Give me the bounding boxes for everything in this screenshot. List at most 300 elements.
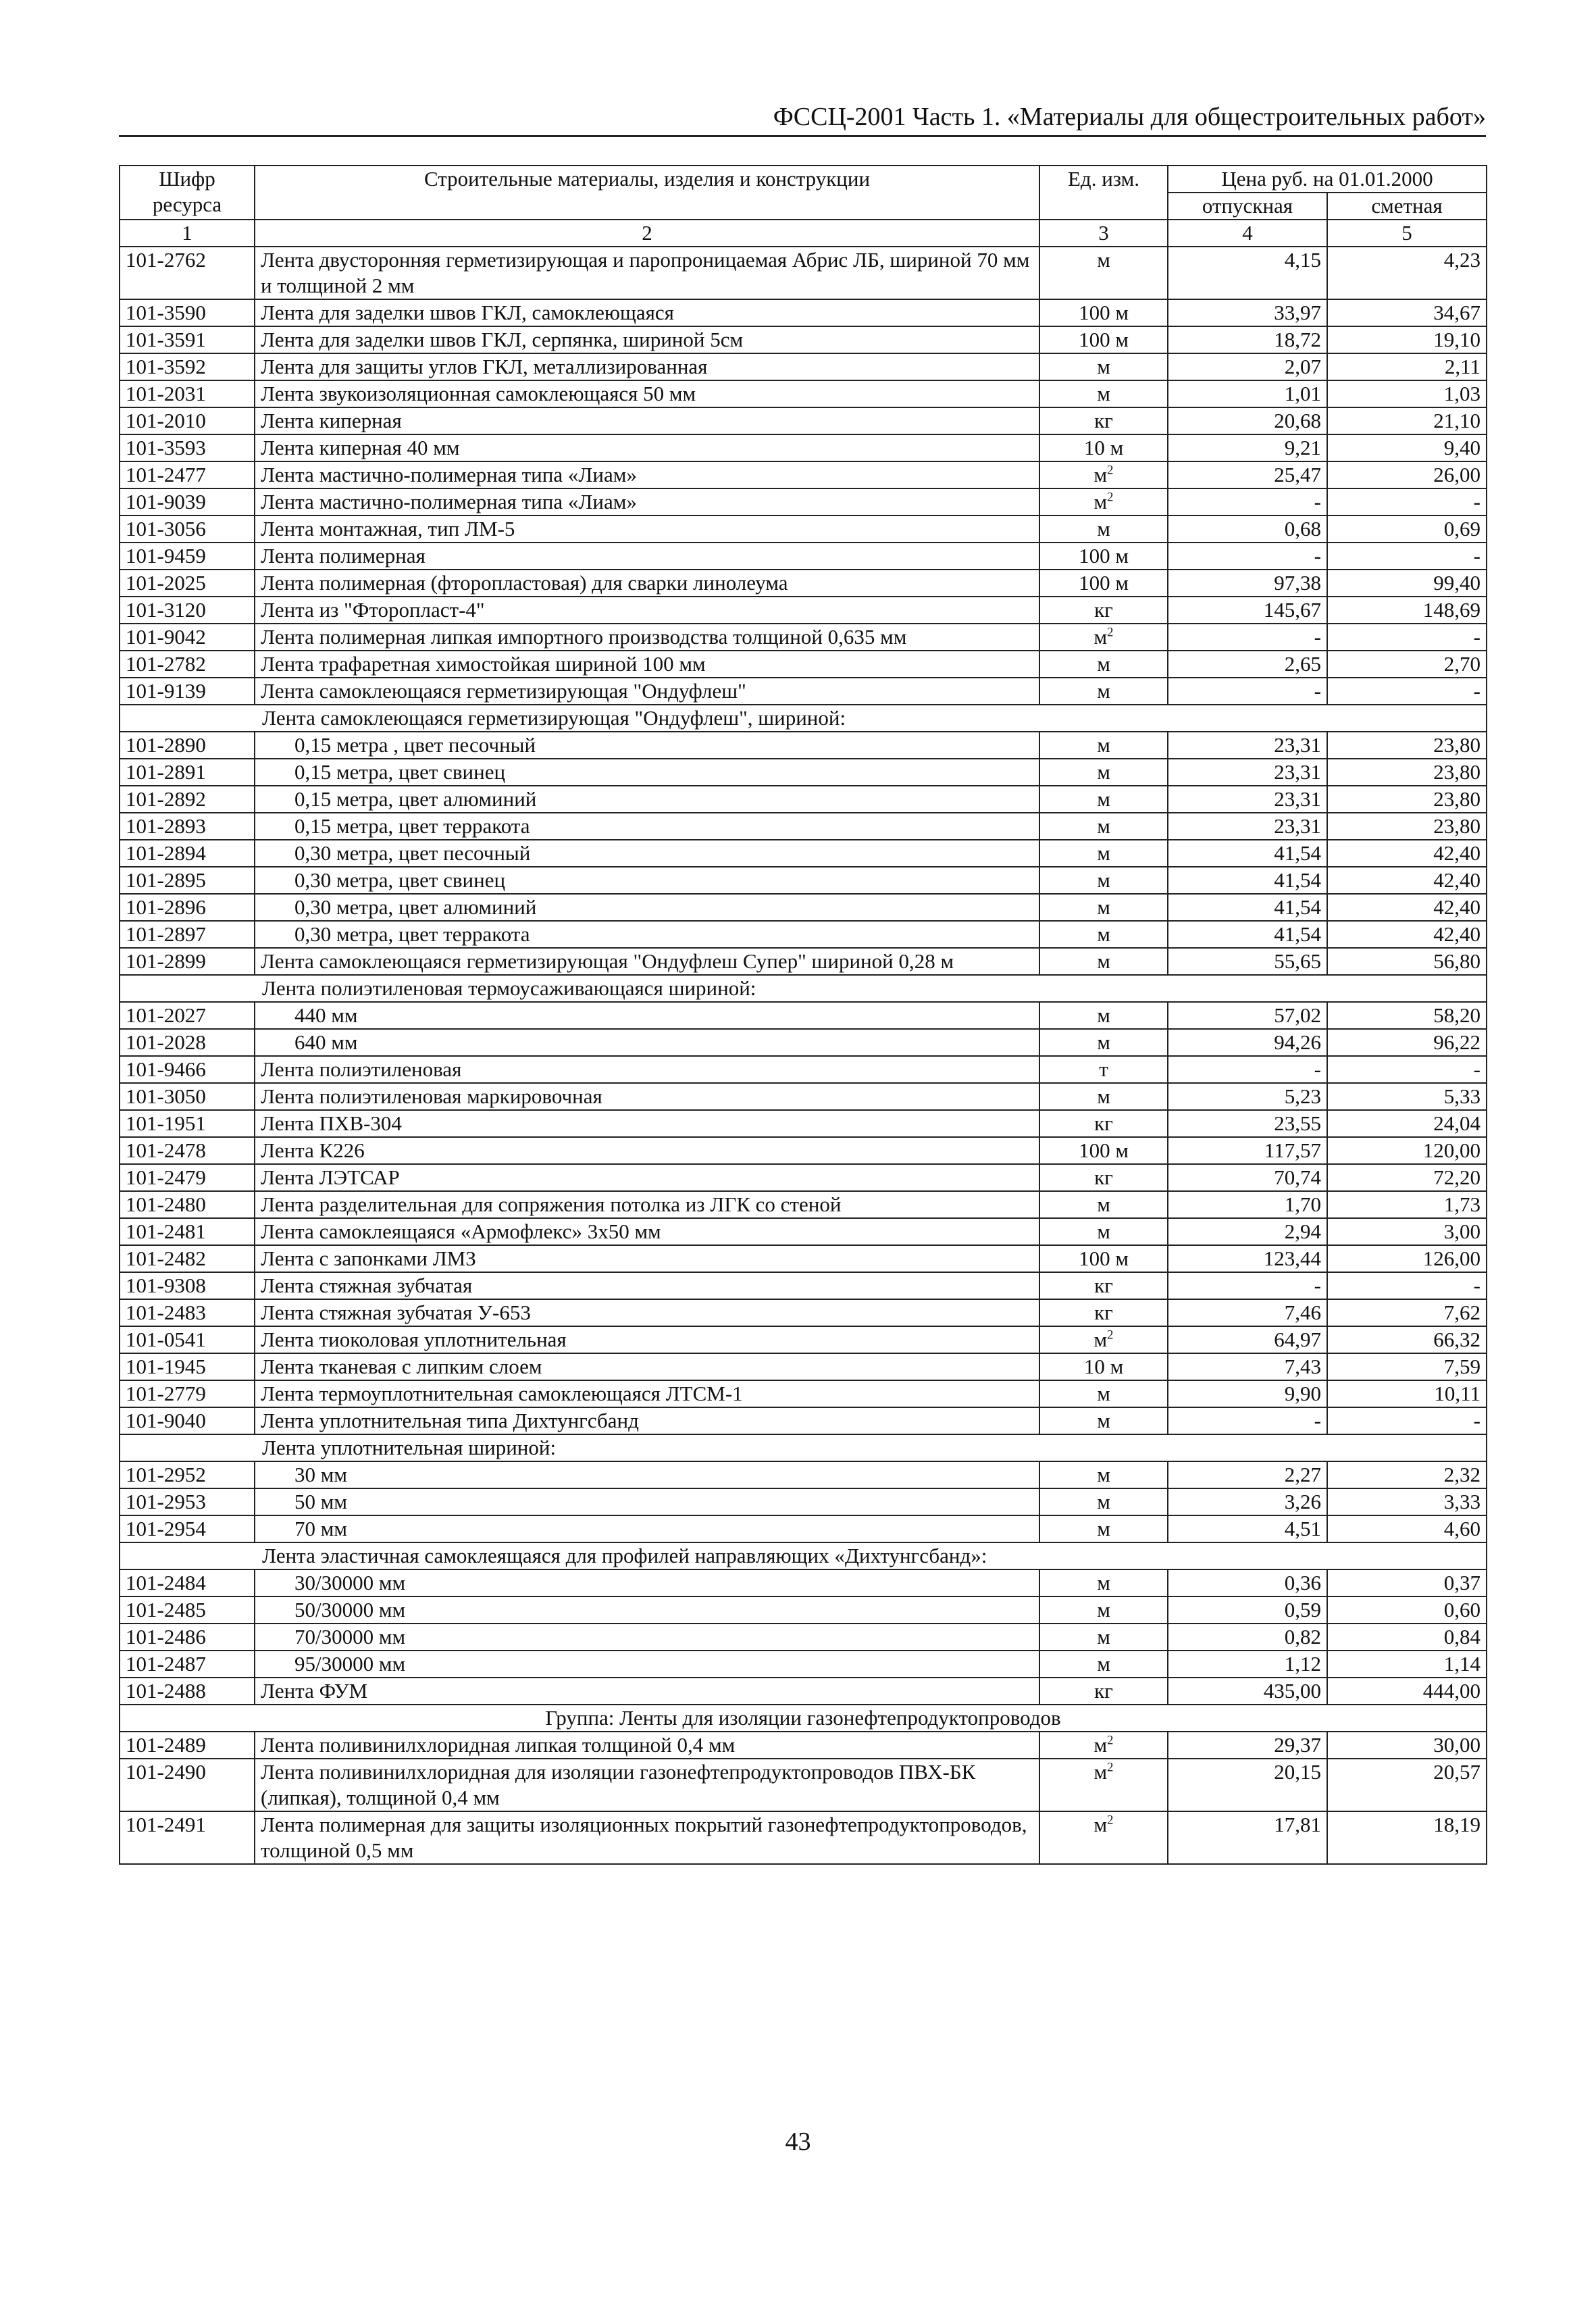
- unit-label: м: [1097, 1192, 1110, 1216]
- resource-code: 101-1951: [120, 1110, 255, 1137]
- release-price: 9,90: [1168, 1380, 1327, 1407]
- release-price: -: [1168, 1272, 1327, 1299]
- unit-cell: [1039, 651, 1168, 678]
- release-price: 2,27: [1168, 1461, 1327, 1488]
- resource-code: 101-2477: [120, 461, 255, 488]
- table-row: [120, 543, 1487, 570]
- unit-label: кг: [1094, 1274, 1113, 1297]
- release-price: 64,97: [1168, 1326, 1327, 1353]
- resource-code: 101-2480: [120, 1191, 255, 1218]
- col-number: 3: [1039, 220, 1168, 247]
- unit-label: кг: [1094, 409, 1113, 432]
- release-price: 41,54: [1168, 894, 1327, 921]
- square-superscript: 2: [1107, 490, 1114, 505]
- release-price: 97,38: [1168, 570, 1327, 597]
- material-name: 50 мм: [255, 1488, 1039, 1515]
- material-name: 95/30000 мм: [255, 1651, 1039, 1678]
- unit-cell: [1039, 434, 1168, 461]
- table-row: [120, 353, 1487, 380]
- resource-code: 101-3590: [120, 299, 255, 326]
- unit-cell: [1039, 786, 1168, 813]
- unit-label: кг: [1094, 598, 1113, 622]
- material-name: Лента тиоколовая уплотнительная: [255, 1326, 1039, 1353]
- release-price: 0,36: [1168, 1569, 1327, 1596]
- resource-code: 101-2483: [120, 1299, 255, 1326]
- resource-code: 101-9466: [120, 1056, 255, 1083]
- col-header-name: Строительные материалы, изделия и конструкции: [255, 166, 1039, 220]
- resource-code: 101-2890: [120, 732, 255, 759]
- resource-code: 101-9308: [120, 1272, 255, 1299]
- resource-code: 101-2478: [120, 1137, 255, 1164]
- unit-cell: [1039, 1732, 1168, 1759]
- resource-code: 101-2487: [120, 1651, 255, 1678]
- release-price: 3,26: [1168, 1488, 1327, 1515]
- unit-cell: [1039, 1002, 1168, 1029]
- unit-cell: [1039, 1380, 1168, 1407]
- release-price: 33,97: [1168, 299, 1327, 326]
- unit-label: 100 м: [1079, 1247, 1129, 1270]
- unit-cell: [1039, 1488, 1168, 1515]
- unit-label: м: [1097, 1625, 1110, 1649]
- material-name: Лента самоклеющаяся герметизирующая "Ондуфлеш Супер" шириной 0,28 м: [255, 948, 1039, 975]
- table-row: [120, 1624, 1487, 1651]
- resource-code: 101-2897: [120, 921, 255, 948]
- resource-code: 101-9459: [120, 543, 255, 570]
- estimate-price: 7,62: [1327, 1299, 1487, 1326]
- material-name: 0,30 метра, цвет песочный: [255, 840, 1039, 867]
- material-name: Лента полимерная для защиты изоляционных покрытий газонефтепродуктопроводов, толщиной 0,5 мм: [255, 1811, 1039, 1864]
- material-name: Лента стяжная зубчатая У-653: [255, 1299, 1039, 1326]
- release-price: 57,02: [1168, 1002, 1327, 1029]
- page-number: 43: [785, 2128, 811, 2156]
- unit-label: м: [1097, 1409, 1110, 1432]
- estimate-price: 19,10: [1327, 326, 1487, 353]
- table-row: [120, 1515, 1487, 1542]
- material-name: Лента киперная: [255, 407, 1039, 434]
- release-price: 23,31: [1168, 786, 1327, 813]
- unit-cell: [1039, 1759, 1168, 1811]
- unit-label: м: [1097, 787, 1110, 811]
- unit-cell: [1039, 326, 1168, 353]
- unit-cell: [1039, 299, 1168, 326]
- material-name: Лента ПХВ-304: [255, 1110, 1039, 1137]
- table-row: [120, 921, 1487, 948]
- unit-cell: [1039, 247, 1168, 299]
- unit-label: 100 м: [1079, 301, 1129, 324]
- unit-cell: [1039, 732, 1168, 759]
- material-name: Лента для заделки швов ГКЛ, серпянка, шириной 5см: [255, 326, 1039, 353]
- release-price: 1,01: [1168, 380, 1327, 407]
- section-subheader-row: [120, 1434, 1487, 1461]
- resource-code: 101-2892: [120, 786, 255, 813]
- estimate-price: 2,11: [1327, 353, 1487, 380]
- unit-cell: [1039, 813, 1168, 840]
- unit-cell: [1039, 488, 1168, 515]
- table-row: [120, 894, 1487, 921]
- estimate-price: 42,40: [1327, 840, 1487, 867]
- unit-label: м: [1093, 1328, 1108, 1351]
- material-name: 70 мм: [255, 1515, 1039, 1542]
- material-name: 440 мм: [255, 1002, 1039, 1029]
- material-name: Лента полимерная (фторопластовая) для сварки линолеума: [255, 570, 1039, 597]
- estimate-price: 0,37: [1327, 1569, 1487, 1596]
- release-price: 1,70: [1168, 1191, 1327, 1218]
- price-table: [119, 165, 1487, 1865]
- release-price: -: [1168, 543, 1327, 570]
- unit-cell: [1039, 1029, 1168, 1056]
- resource-code: 101-2895: [120, 867, 255, 894]
- estimate-price: -: [1327, 543, 1487, 570]
- release-price: 123,44: [1168, 1245, 1327, 1272]
- release-price: 70,74: [1168, 1164, 1327, 1191]
- unit-label: м: [1093, 625, 1108, 649]
- release-price: 41,54: [1168, 921, 1327, 948]
- estimate-price: 30,00: [1327, 1732, 1487, 1759]
- section-subheader-row: [120, 1542, 1487, 1569]
- table-row: [120, 759, 1487, 786]
- table-row: [120, 1191, 1487, 1218]
- estimate-price: 7,59: [1327, 1353, 1487, 1380]
- table-row: [120, 1461, 1487, 1488]
- resource-code: 101-1945: [120, 1353, 255, 1380]
- table-row: [120, 1759, 1487, 1811]
- resource-code: 101-2762: [120, 247, 255, 299]
- estimate-price: 42,40: [1327, 867, 1487, 894]
- table-row: [120, 1678, 1487, 1705]
- unit-label: м: [1097, 355, 1110, 378]
- table-row: [120, 570, 1487, 597]
- estimate-price: 10,11: [1327, 1380, 1487, 1407]
- table-row: [120, 1056, 1487, 1083]
- release-price: 0,82: [1168, 1624, 1327, 1651]
- estimate-price: 148,69: [1327, 597, 1487, 624]
- unit-cell: [1039, 1272, 1168, 1299]
- estimate-price: 34,67: [1327, 299, 1487, 326]
- release-price: -: [1168, 1056, 1327, 1083]
- table-row: [120, 624, 1487, 651]
- resource-code: 101-2489: [120, 1732, 255, 1759]
- estimate-price: 58,20: [1327, 1002, 1487, 1029]
- estimate-price: 21,10: [1327, 407, 1487, 434]
- estimate-price: 66,32: [1327, 1326, 1487, 1353]
- estimate-price: 1,73: [1327, 1191, 1487, 1218]
- unit-cell: [1039, 1407, 1168, 1434]
- unit-cell: [1039, 1461, 1168, 1488]
- unit-label: кг: [1094, 1165, 1113, 1189]
- material-name: 0,15 метра, цвет терракота: [255, 813, 1039, 840]
- unit-cell: [1039, 867, 1168, 894]
- material-name: 30 мм: [255, 1461, 1039, 1488]
- release-price: 41,54: [1168, 840, 1327, 867]
- unit-cell: [1039, 1137, 1168, 1164]
- estimate-price: -: [1327, 1272, 1487, 1299]
- release-price: 25,47: [1168, 461, 1327, 488]
- unit-cell: [1039, 1056, 1168, 1083]
- table-row: [120, 326, 1487, 353]
- unit-cell: [1039, 678, 1168, 705]
- table-row: [120, 247, 1487, 299]
- unit-cell: [1039, 543, 1168, 570]
- unit-label: м: [1093, 1733, 1108, 1757]
- unit-label: м: [1093, 463, 1108, 486]
- material-name: 0,30 метра, цвет алюминий: [255, 894, 1039, 921]
- unit-cell: [1039, 353, 1168, 380]
- unit-label: м: [1093, 1760, 1108, 1784]
- material-name: Лента самоклеющаяся герметизирующая "Ондуфлеш": [255, 678, 1039, 705]
- table-row: [120, 597, 1487, 624]
- material-name: Лента самоклеящаяся «Армофлекс» 3x50 мм: [255, 1218, 1039, 1245]
- material-name: Лента полиэтиленовая маркировочная: [255, 1083, 1039, 1110]
- release-price: 145,67: [1168, 597, 1327, 624]
- unit-label: м: [1097, 1463, 1110, 1486]
- unit-label: 100 м: [1079, 571, 1129, 595]
- unit-cell: [1039, 894, 1168, 921]
- material-name: 70/30000 мм: [255, 1624, 1039, 1651]
- estimate-price: 23,80: [1327, 813, 1487, 840]
- resource-code: 101-2954: [120, 1515, 255, 1542]
- unit-label: кг: [1094, 1301, 1113, 1324]
- unit-cell: [1039, 1811, 1168, 1864]
- group-title: Группа: Ленты для изоляции газонефтепродуктопроводов: [120, 1705, 1487, 1732]
- table-row: [120, 732, 1487, 759]
- material-name: Лента ФУМ: [255, 1678, 1039, 1705]
- table-row: [120, 1137, 1487, 1164]
- unit-cell: [1039, 1191, 1168, 1218]
- resource-code: 101-3050: [120, 1083, 255, 1110]
- unit-cell: [1039, 1515, 1168, 1542]
- unit-label: м: [1097, 814, 1110, 838]
- resource-code: 101-2491: [120, 1811, 255, 1864]
- unit-label: м: [1097, 248, 1110, 272]
- estimate-price: 26,00: [1327, 461, 1487, 488]
- material-name: Лента для защиты углов ГКЛ, металлизированная: [255, 353, 1039, 380]
- col-number: 5: [1327, 220, 1487, 247]
- estimate-price: 42,40: [1327, 894, 1487, 921]
- release-price: 23,31: [1168, 732, 1327, 759]
- unit-cell: [1039, 624, 1168, 651]
- unit-cell: [1039, 1245, 1168, 1272]
- unit-label: м: [1097, 1382, 1110, 1405]
- estimate-price: 23,80: [1327, 759, 1487, 786]
- table-body: [120, 247, 1487, 1864]
- estimate-price: 126,00: [1327, 1245, 1487, 1272]
- release-price: 0,68: [1168, 515, 1327, 543]
- release-price: 0,59: [1168, 1596, 1327, 1624]
- resource-code: 101-2479: [120, 1164, 255, 1191]
- estimate-price: -: [1327, 624, 1487, 651]
- unit-label: м: [1097, 1030, 1110, 1054]
- unit-cell: [1039, 1596, 1168, 1624]
- unit-label: м: [1097, 517, 1110, 540]
- material-name: Лента киперная 40 мм: [255, 434, 1039, 461]
- unit-label: м: [1097, 1517, 1110, 1540]
- table-row: [120, 1218, 1487, 1245]
- material-name: Лента для заделки швов ГКЛ, самоклеющаяся: [255, 299, 1039, 326]
- unit-cell: [1039, 1110, 1168, 1137]
- unit-label: м: [1097, 679, 1110, 703]
- release-price: 2,07: [1168, 353, 1327, 380]
- col-number: 1: [120, 220, 255, 247]
- group-header-row: [120, 1705, 1487, 1732]
- unit-cell: [1039, 1569, 1168, 1596]
- material-name: Лента мастично-полимерная типа «Лиам»: [255, 488, 1039, 515]
- material-name: Лента разделительная для сопряжения потолка из ЛГК со стеной: [255, 1191, 1039, 1218]
- unit-label: м: [1097, 1219, 1110, 1243]
- table-row: [120, 813, 1487, 840]
- unit-label: м: [1097, 1084, 1110, 1108]
- table-row: [120, 678, 1487, 705]
- material-name: 30/30000 мм: [255, 1569, 1039, 1596]
- unit-cell: [1039, 1218, 1168, 1245]
- unit-label: м: [1097, 868, 1110, 892]
- resource-code: 101-2025: [120, 570, 255, 597]
- release-price: 94,26: [1168, 1029, 1327, 1056]
- col-number: 2: [255, 220, 1039, 247]
- resource-code: 101-2481: [120, 1218, 255, 1245]
- table-row: [120, 515, 1487, 543]
- unit-label: м: [1097, 922, 1110, 946]
- release-price: 23,31: [1168, 813, 1327, 840]
- material-name: Лента полиэтиленовая: [255, 1056, 1039, 1083]
- estimate-price: 0,84: [1327, 1624, 1487, 1651]
- table-row: [120, 1569, 1487, 1596]
- estimate-price: 99,40: [1327, 570, 1487, 597]
- unit-label: м: [1097, 1598, 1110, 1621]
- resource-code: 101-2899: [120, 948, 255, 975]
- material-name: Лента с запонками ЛМЗ: [255, 1245, 1039, 1272]
- unit-cell: [1039, 380, 1168, 407]
- table-row: [120, 380, 1487, 407]
- square-superscript: 2: [1107, 1328, 1114, 1342]
- unit-cell: [1039, 1164, 1168, 1191]
- resource-code: 101-2779: [120, 1380, 255, 1407]
- material-name: Лента монтажная, тип ЛМ-5: [255, 515, 1039, 543]
- table-row: [120, 1002, 1487, 1029]
- resource-code: 101-2893: [120, 813, 255, 840]
- unit-cell: [1039, 597, 1168, 624]
- release-price: 1,12: [1168, 1651, 1327, 1678]
- release-price: 41,54: [1168, 867, 1327, 894]
- unit-label: 100 м: [1079, 328, 1129, 351]
- release-price: 7,43: [1168, 1353, 1327, 1380]
- estimate-price: 72,20: [1327, 1164, 1487, 1191]
- release-price: 18,72: [1168, 326, 1327, 353]
- resource-code: 101-2894: [120, 840, 255, 867]
- unit-label: м: [1097, 760, 1110, 784]
- unit-label: кг: [1094, 1111, 1113, 1135]
- material-name: Лента из "Фторопласт-4": [255, 597, 1039, 624]
- unit-label: м: [1097, 1490, 1110, 1513]
- unit-label: 10 м: [1083, 436, 1124, 459]
- material-name: 50/30000 мм: [255, 1596, 1039, 1624]
- unit-cell: [1039, 1326, 1168, 1353]
- section-subheader: Лента эластичная самоклеящаяся для профилей направляющих «Дихтунгсбанд»:: [120, 1542, 1487, 1569]
- unit-label: м: [1097, 949, 1110, 973]
- resource-code: 101-9042: [120, 624, 255, 651]
- release-price: 2,65: [1168, 651, 1327, 678]
- release-price: 23,55: [1168, 1110, 1327, 1137]
- table-row: [120, 1353, 1487, 1380]
- unit-label: м: [1097, 382, 1110, 405]
- unit-label: м: [1097, 733, 1110, 757]
- material-name: 0,15 метра, цвет свинец: [255, 759, 1039, 786]
- material-name: Лента поливинилхлоридная для изоляции газонефтепродуктопроводов ПВХ-БК (липкая), толщиной 0,4 мм: [255, 1759, 1039, 1811]
- release-price: 5,23: [1168, 1083, 1327, 1110]
- unit-label: м: [1097, 1652, 1110, 1676]
- resource-code: 101-3120: [120, 597, 255, 624]
- release-price: 435,00: [1168, 1678, 1327, 1705]
- section-subheader: Лента полиэтиленовая термоусаживающаяся шириной:: [120, 975, 1487, 1002]
- unit-label: 100 м: [1079, 1138, 1129, 1162]
- material-name: Лента полимерная липкая импортного производства толщиной 0,635 мм: [255, 624, 1039, 651]
- estimate-price: 0,69: [1327, 515, 1487, 543]
- material-name: Лента полимерная: [255, 543, 1039, 570]
- resource-code: 101-3593: [120, 434, 255, 461]
- release-price: 4,51: [1168, 1515, 1327, 1542]
- col-header-unit: Ед. изм.: [1039, 166, 1168, 220]
- table-row: [120, 1596, 1487, 1624]
- material-name: Лента звукоизоляционная самоклеющаяся 50 мм: [255, 380, 1039, 407]
- table-row: [120, 1272, 1487, 1299]
- estimate-price: 23,80: [1327, 732, 1487, 759]
- resource-code: 101-2490: [120, 1759, 255, 1811]
- material-name: Лента ЛЭТСАР: [255, 1164, 1039, 1191]
- estimate-price: 18,19: [1327, 1811, 1487, 1864]
- release-price: 23,31: [1168, 759, 1327, 786]
- material-name: Лента стяжная зубчатая: [255, 1272, 1039, 1299]
- resource-code: 101-9139: [120, 678, 255, 705]
- material-name: Лента мастично-полимерная типа «Лиам»: [255, 461, 1039, 488]
- square-superscript: 2: [1107, 625, 1114, 640]
- resource-code: 101-2782: [120, 651, 255, 678]
- resource-code: 101-2484: [120, 1569, 255, 1596]
- unit-label: м: [1097, 895, 1110, 919]
- resource-code: 101-0541: [120, 1326, 255, 1353]
- col-header-price: Цена руб. на 01.01.2000: [1168, 166, 1487, 193]
- estimate-price: 3,33: [1327, 1488, 1487, 1515]
- table-row: [120, 1110, 1487, 1137]
- table-row: [120, 461, 1487, 488]
- material-name: Лента двусторонняя герметизирующая и паропроницаемая Абрис ЛБ, шириной 70 мм и толщиной 2 мм: [255, 247, 1039, 299]
- resource-code: 101-2488: [120, 1678, 255, 1705]
- material-name: Лента тканевая с липким слоем: [255, 1353, 1039, 1380]
- table-row: [120, 786, 1487, 813]
- resource-code: 101-9039: [120, 488, 255, 515]
- unit-cell: [1039, 407, 1168, 434]
- square-superscript: 2: [1107, 1813, 1114, 1828]
- table-row: [120, 1488, 1487, 1515]
- unit-cell: [1039, 1651, 1168, 1678]
- resource-code: 101-3591: [120, 326, 255, 353]
- release-price: 9,21: [1168, 434, 1327, 461]
- material-name: Лента поливинилхлоридная липкая толщиной 0,4 мм: [255, 1732, 1039, 1759]
- table-row: [120, 434, 1487, 461]
- section-subheader-row: [120, 705, 1487, 732]
- resource-code: 101-3056: [120, 515, 255, 543]
- unit-cell: [1039, 921, 1168, 948]
- release-price: -: [1168, 488, 1327, 515]
- header-title: ФССЦ-2001 Часть 1. «Материалы для общестроительных работ»: [773, 103, 1486, 131]
- unit-label: м: [1097, 1571, 1110, 1594]
- estimate-price: 4,23: [1327, 247, 1487, 299]
- estimate-price: 23,80: [1327, 786, 1487, 813]
- table-row: [120, 651, 1487, 678]
- table-row: [120, 407, 1487, 434]
- resource-code: 101-2028: [120, 1029, 255, 1056]
- table-row: [120, 1245, 1487, 1272]
- estimate-price: -: [1327, 1407, 1487, 1434]
- resource-code: 101-2952: [120, 1461, 255, 1488]
